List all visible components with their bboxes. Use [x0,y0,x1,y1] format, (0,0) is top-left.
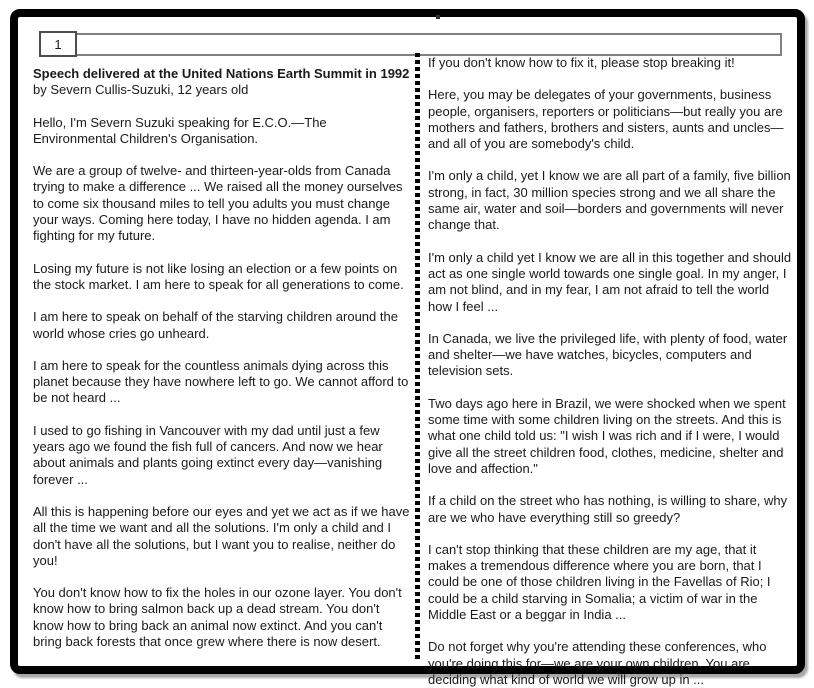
speech-paragraph: I'm only a child yet I know we are all in this together and should act as one single world towards one single goal. In my anger, I am not blind, and in my fear, I am not afraid to tell the world how I feel ... [428,249,792,314]
speech-byline: by Severn Cullis-Suzuki, 12 years old [33,82,249,98]
two-column-layout [33,53,795,687]
speech-paragraph: I am here to speak for the countless animals dying across this planet because they have nowhere left to go. We cannot afford to be not heard ... [33,357,409,406]
cropped-text-artifact [436,15,440,19]
left-column-paragraphs [33,115,410,651]
right-column-paragraphs [428,55,793,688]
speech-paragraph: In Canada, we live the privileged life, with plenty of food, water and shelter—we have watches, bicycles, computers and television sets. [428,330,788,379]
speech-paragraph: Do not forget why you're attending these conferences, who you're doing this for—we are your own children. You are deciding what kind of world we will grow up in ... [428,639,767,687]
speech-paragraph: I am here to speak on behalf of the starving children around the world whose cries go unheard. [33,309,398,341]
speech-paragraph: We are a group of twelve- and thirteen-year-olds from Canada trying to make a difference ... We raised all the money ourselves to come six thousand miles to tell you adults you must change your ways. Coming here today, I have no hidden agenda. I am fighting for my future. [33,163,403,244]
speech-paragraph: I can't stop thinking that these children are my age, that it makes a tremendous difference where you are born, that I could be one of those children living in the Favellas of Rio; I could be a child starving in Somalia; a victim of war in the Middle East or a beggar in India ... [428,541,771,623]
right-column [428,53,795,687]
worksheet-frame [10,9,805,687]
speech-paragraph: If you don't know how to fix it, please stop breaking it! [428,55,735,70]
speech-paragraph: You don't know how to fix the holes in our ozone layer. You don't know how to bring salmon back up a dead stream. You don't know how to bring back an animal now extinct. And you can't bring back forests that once grew where there is now desert. [33,585,402,650]
dashed-column-divider [415,53,420,662]
speech-paragraph: All this is happening before our eyes and yet we act as if we have all the time we want and all the solutions. I'm only a child and I don't have all the solutions, but I want you to realise, neither do you! [33,503,410,568]
speech-title: Speech delivered at the United Nations Earth Summit in 1992 [33,66,410,81]
speech-paragraph: Losing my future is not like losing an election or a few points on the stock market. I am here to speak for all generations to come. [33,260,404,292]
left-column [33,53,410,662]
speech-paragraph: Two days ago here in Brazil, we were shocked when we spent some time with some children living on the streets. And this is what one child told us: "I wish I was rich and if I were, I would give all the street children food, clothes, medicine, shelter and love and affection." [428,395,786,476]
question-number: 1 [54,36,62,52]
speech-paragraph: I'm only a child, yet I know we are all part of a family, five billion strong, in fact, 30 million species strong and we all share the same air, water and soil—borders and governments will never change that. [428,168,791,233]
speech-paragraph: If a child on the street who has nothing, is willing to share, why are we who have everything still so greedy? [428,493,788,525]
speech-paragraph: Hello, I'm Severn Suzuki speaking for E.C.O.—The Environmental Children's Organisation. [33,114,327,146]
speech-paragraph: I used to go fishing in Vancouver with my dad until just a few years ago we found the fish full of cancers. And now we hear about animals and plants going extinct every day—vanishing forever ... [33,422,383,487]
speech-paragraph: Here, you may be delegates of your governments, business people, organisers, reporters or politicians—but really you are mothers and fathers, brothers and sisters, aunts and uncles—and all of you are somebody's child. [428,87,784,152]
